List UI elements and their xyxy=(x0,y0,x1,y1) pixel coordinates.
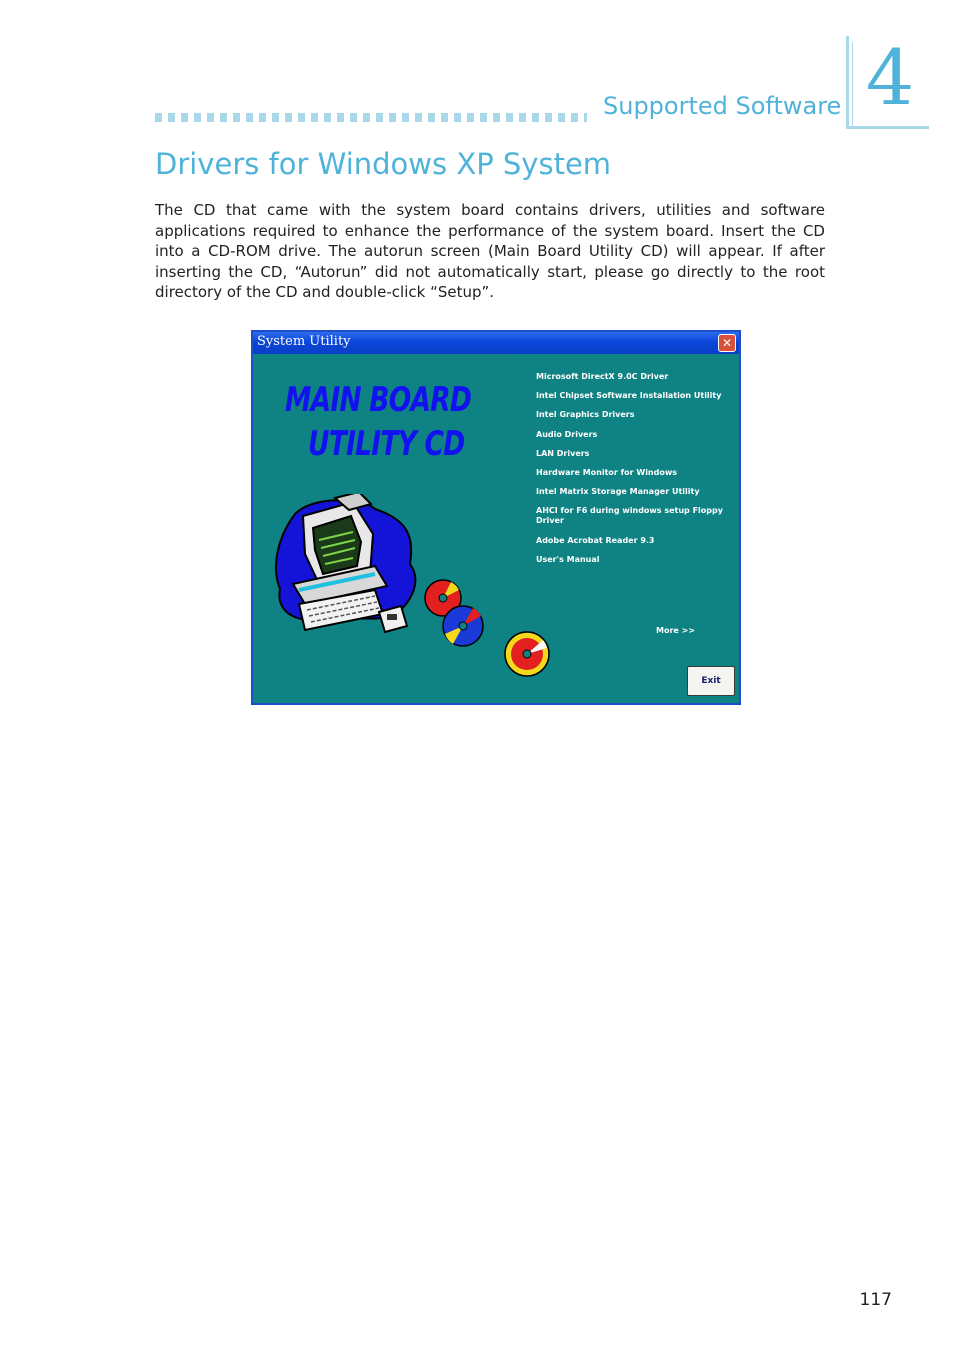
menu-item-ahci-floppy[interactable]: AHCI for F6 during windows setup Floppy Driver xyxy=(536,506,723,526)
body-paragraph: The CD that came with the system board contains drivers, utilities and software applications required to enhance the performance of the system board. Insert the CD into a CD-ROM drive. The autorun screen (Main Board Utility CD) will appear. If after inserting the CD, “Autorun” did not automatically start, please go directly to the root directory of the CD and double-click “Setup”. xyxy=(155,201,825,302)
page-number: 117 xyxy=(859,1290,892,1310)
close-icon[interactable]: ✕ xyxy=(718,334,736,352)
menu-item-lan[interactable]: LAN Drivers xyxy=(536,448,590,458)
logo-line-2: UTILITY CD xyxy=(308,424,465,464)
menu-item-audio[interactable]: Audio Drivers xyxy=(536,429,598,439)
menu-item-directx[interactable]: Microsoft DirectX 9.0C Driver xyxy=(536,372,669,381)
window-title: System Utility xyxy=(257,334,351,349)
menu-item-graphics[interactable]: Intel Graphics Drivers xyxy=(536,410,635,420)
logo-line-1: MAIN BOARD xyxy=(285,380,472,420)
cd-disc-icon xyxy=(443,606,483,646)
menu-item-hardware-monitor[interactable]: Hardware Monitor for Windows xyxy=(536,467,677,477)
menu-item-chipset[interactable]: Intel Chipset Software Installation Utility xyxy=(536,391,722,401)
section-title: Supported Software xyxy=(603,92,842,120)
header-dot-rule xyxy=(155,113,587,122)
window-titlebar[interactable] xyxy=(253,332,739,354)
menu-item-acrobat[interactable]: Adobe Acrobat Reader 9.3 xyxy=(536,535,655,545)
exit-button[interactable]: Exit xyxy=(687,666,735,696)
system-utility-window xyxy=(251,330,741,705)
chapter-number: 4 xyxy=(865,33,915,122)
page-title: Drivers for Windows XP System xyxy=(155,147,612,181)
driver-menu xyxy=(536,372,736,574)
more-link[interactable]: More >> xyxy=(656,626,696,635)
menu-item-matrix-storage[interactable]: Intel Matrix Storage Manager Utility xyxy=(536,487,700,497)
computer-illustration-icon xyxy=(275,494,535,654)
menu-item-user-manual[interactable]: User's Manual xyxy=(536,554,600,564)
cd-disc-icon xyxy=(503,630,553,680)
